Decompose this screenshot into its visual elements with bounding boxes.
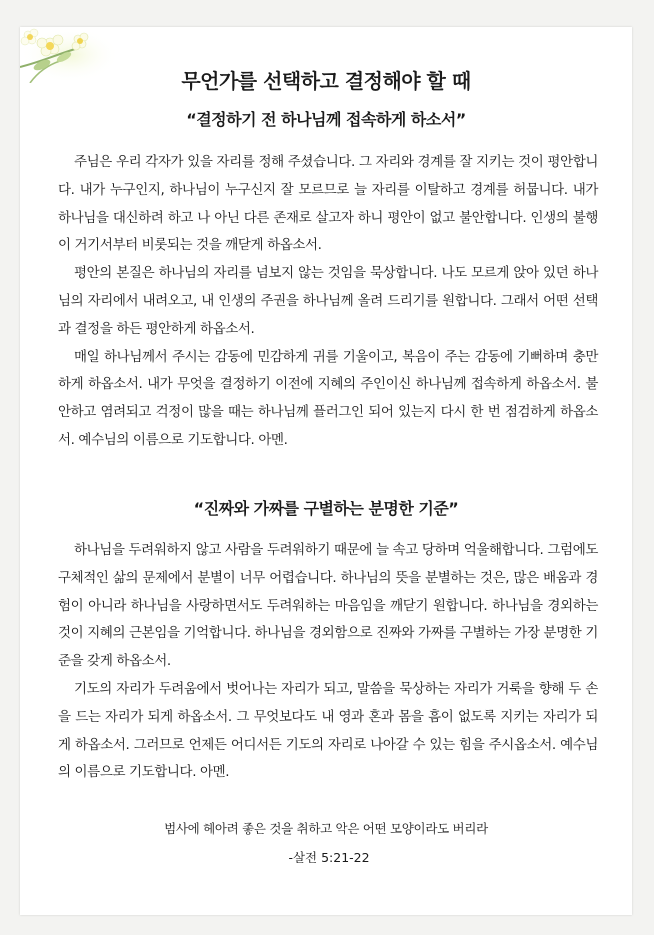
paragraph: 기도의 자리가 두려움에서 벗어나는 자리가 되고, 말씀을 묵상하는 자리가 거룩을 향해 두 손을 드는 자리가 되게 하옵소서. 그 무엇보다도 내 영과 혼과 몸을 흠이 없도록 지키는 자리가 되게 하옵소서. 그러므로 언제든 어디서든 기도의 자리로 나아갈 수 있는 힘을 주시옵소서. 예수님의 이름으로 기도합니다. 아멘. bbox=[58, 680, 598, 781]
paragraph: 하나님을 두려워하지 않고 사람을 두려워하기 때문에 늘 속고 당하며 억울해합니다. 그럼에도 구체적인 삶의 문제에서 분별이 너무 어렵습니다. 하나님의 뜻을 분별하는 것은, 많은 배움과 경험이 아니라 하나님을 사랑하면서도 두려워하는 마음임을 깨닫기 원합니다. 하나님을 경외하는 것이 지혜의 근본임을 기억합니다. 하나님을 경외함으로 진짜와 가짜를 구별하는 가장 분명한 기준을 갖게 하옵소서. bbox=[58, 542, 598, 670]
page-title: 무언가를 선택하고 결정해야 할 때 bbox=[181, 69, 471, 93]
section-body bbox=[58, 149, 598, 455]
paragraph: 매일 하나님께서 주시는 감동에 민감하게 귀를 기울이고, 복음이 주는 감동에 기뻐하며 충만하게 하옵소서. 내가 무엇을 결정하기 이전에 지혜의 주인이신 하나님께 접속하게 하옵소서. 불안하고 염려되고 걱정이 많을 때는 하나님께 플러그인 되어 있는지 다시 한 번 점검하게 하옵소서. 예수님의 이름으로 기도합니다. 아멘. bbox=[58, 348, 598, 448]
section-heading: “결정하기 전 하나님께 접속하게 하소서” bbox=[186, 110, 466, 129]
paragraph: 평안의 본질은 하나님의 자리를 넘보지 않는 것임을 묵상합니다. 나도 모르게 앉아 있던 하나님의 자리에서 내려오고, 내 인생의 주권을 하나님께 올려 드리기를 원합니다. 그래서 어떤 선택과 결정을 하든 평안하게 하옵소서. bbox=[58, 265, 598, 337]
paragraph: 주님은 우리 각자가 있을 자리를 정해 주셨습니다. 그 자리와 경계를 잘 지키는 것이 평안합니다. 내가 누구인지, 하나님이 누구신지 잘 모르므로 늘 자리를 이탈하고 경계를 허뭅니다. 내가 하나님을 대신하려 하고 나 아닌 다른 존재로 살고자 하니 평안이 없고 불안합니다. 인생의 불행이 거기서부터 비롯되는 것을 깨닫게 하옵소서. bbox=[58, 154, 598, 254]
scripture-reference: -살전 5:21-22 bbox=[288, 850, 370, 865]
section-heading: “진짜와 가짜를 구별하는 분명한 기준” bbox=[193, 499, 459, 518]
page bbox=[20, 27, 632, 915]
scripture-verse: 범사에 헤아려 좋은 것을 취하고 악은 어떤 모양이라도 버리라 bbox=[164, 821, 488, 836]
section-body bbox=[58, 537, 598, 787]
